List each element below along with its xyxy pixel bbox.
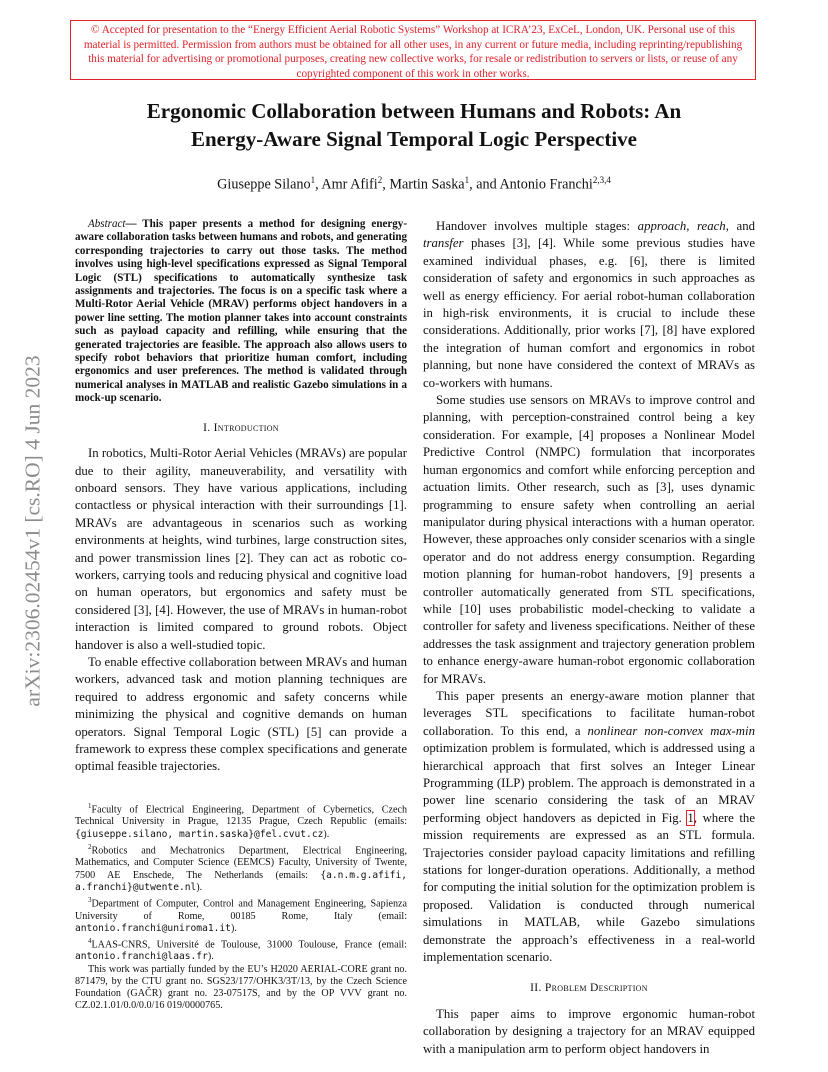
text-run: , where the mission requirements are expressed as an STL formula. Trajectories consider payload capacity limitations and refilling stations for longer-duration operations. Additionally, a method for computing the initial solution for the optimization problem is proposed. Validation is conducted through numerical simulations in MATLAB, while Gazebo simulations demonstrate the approach’s effectiveness in a real-world implementation scenario.	[423, 810, 755, 965]
text-run: This paper presents an energy-aware motion planner that leverages STL specifications to facilitate human-robot collaboration. To this end, a	[423, 688, 755, 738]
email-address: {giuseppe.silano, martin.saska}@fel.cvut.cz	[75, 828, 324, 840]
author-name: Martin Saska	[389, 176, 465, 193]
text-run: Handover involves multiple stages:	[436, 219, 638, 233]
funding-note: This work was partially funded by the EU’s H2020 AERIAL-CORE grant no. 871479, by the CTU grant no. SGS23/177/OHK3/3T/13, by the Czech Science Foundation (GAČR) grant no. 23-07517S, and by the OP VVV grant no. CZ.02.1.01/0.0/0.0/16 019/0000765.	[75, 963, 407, 1012]
footnote-end: ).	[230, 922, 237, 934]
text-run: phases [3], [4]. While some previous studies have examined individual phases, e.g. [6], there is limited consideration of safety and ergonomics in such approaches as well as energy efficiency. For aerial robot-human collaboration in high-risk environments, it is crucial to include these considerations. Additionally, prior works [7], [8] have explored the integration of human comfort and ergonomics in robot planning, but none have considered the context of MRAVs as co-workers with humans.	[423, 236, 755, 390]
body-paragraph-sensors: Some studies use sensors on MRAVs to improve control and planning, with perception-constrained control being a key consideration. For example, [4] proposes a Nonlinear Model Predictive Control (NMPC) formulation that incorporates human ergonomics and comfort while enforcing perception and actuation limits. Other research, such as [3], uses dynamic programming to ensure safety when controlling an aerial manipulator during physical interactions with a human operator. However, these approaches only consider scenarios with a single operator and do not address energy consumption. Regarding motion planning for human-robot handovers, [9] presents a controller automatically generated from STL specifications, while [10] uses probabilistic model-checking to validate a controller for safety and liveness specifications. Neither of these addresses the task assignment and trajectory generation problem to enhance energy-aware human-robot ergonomic collaboration for MRAVs.	[423, 393, 755, 686]
footnote-text: Faculty of Electrical Engineering, Department of Cybernetics, Czech Technical University in Prague, 12135 Prague, Czech Republic (emails:	[75, 804, 407, 828]
footnote-end: ).	[196, 881, 203, 893]
footnote-mark: 1	[88, 801, 92, 810]
paper-title	[80, 97, 748, 153]
left-column	[75, 218, 407, 1013]
author-separator: ,	[315, 176, 322, 193]
affiliation-mark: 2	[377, 175, 383, 185]
body-paragraph-problem: This paper aims to improve ergonomic human-robot collaboration by designing a trajectory for an MRAV equipped with a manipulation arm to perform object handovers in	[423, 1006, 755, 1056]
figure-reference-link[interactable]: 1	[687, 810, 694, 825]
footnote-mark: 3	[88, 895, 92, 904]
footnote-1	[75, 800, 407, 841]
footnotes	[75, 800, 407, 1013]
author-list	[80, 171, 748, 194]
arxiv-sidebar	[22, 296, 44, 766]
footnote-4	[75, 935, 407, 964]
abstract-text: This paper presents a method for designing energy-aware collaboration tasks between humans and robots, and generating corresponding trajectories to carry out those tasks. The method involves using high-level specifications expressed as Signal Temporal Logic (STL) specifications to automatically synthesize task assignments and trajectories. The focus is on a specific task where a Multi-Rotor Aerial Vehicle (MRAV) performs object handovers in a power line setting. The motion planner takes into account constraints such as payload capacity and refilling, while ensuring that the generated trajectories are feasible. The approach also allows users to specify robot behaviors that prioritize human comfort, including ergonomics and user preferences. The method is validated through numerical analyses in MATLAB and realistic Gazebo simulations in a mock-up scenario.	[75, 218, 407, 405]
italic-term: reach	[697, 219, 726, 233]
body-paragraph-handover	[423, 218, 755, 392]
italic-term: approach	[637, 219, 687, 233]
intro-paragraph-1: In robotics, Multi-Rotor Aerial Vehicles (MRAVs) are popular due to their agility, maneuverability, and versatility with onboard sensors. They have various applications, including contactless or physical interaction with their surroundings [1]. MRAVs are advantageous in scenarios such as working environments at heights, wind turbines, large construction sites, and power transmission lines [2]. They can act as robotic co-workers, carrying tools and reducing physical and cognitive load on human operators, but ergonomics and safety must be considered [3], [4]. However, the use of MRAVs in human-robot interaction is limited compared to ground robots. Object handover is also a well-studied topic.	[75, 446, 407, 652]
section-heading-introduction: I. Introduction	[203, 420, 279, 434]
intro-paragraph-2: To enable effective collaboration between MRAVs and human workers, advanced task and motion planning techniques are required to address ergonomic and safety concerns while minimizing the physical and cognitive demands on human operators. Signal Temporal Logic (STL) [5] can provide a framework to express these complex specifications and generate optimal feasible trajectories.	[75, 654, 407, 774]
section-heading-problem-description: II. Problem Description	[530, 981, 648, 995]
footnote-mark: 2	[88, 842, 92, 851]
footnote-text: Robotics and Mechatronics Department, Electrical Engineering, Mathematics, and Computer Science (EEMCS) Faculty, University of Twente, 7500 AE Enschede, The Netherlands (emails:	[75, 845, 407, 881]
italic-term: nonlinear non-convex max-min	[587, 723, 755, 738]
author-name: Amr Afifi	[321, 176, 378, 193]
text-run: , and	[725, 219, 755, 233]
footnote-text: Department of Computer, Control and Management Engineering, Sapienza University of Rome, 00185 Rome, Italy (email:	[75, 898, 407, 922]
abstract-dash: —	[125, 218, 143, 230]
footnote-end: ).	[323, 828, 330, 840]
author-separator: , and	[469, 176, 500, 193]
affiliation-mark: 1	[310, 175, 316, 185]
right-column	[423, 218, 755, 1058]
affiliation-mark: 2,3,4	[592, 175, 611, 185]
title-line-1: Ergonomic Collaboration between Humans and Robots: An	[146, 99, 682, 123]
footnote-text: LAAS-CNRS, Université de Toulouse, 31000 Toulouse, France (email:	[91, 939, 407, 951]
text-run: optimization problem is formulated, which is addressed using a hierarchical approach that first solves an Integer Linear Programming (ILP) problem. The approach is demonstrated in a power line scenario considering the task of an MRAV performing object handovers as depicted in Fig.	[423, 741, 755, 825]
footnote-mark: 4	[88, 936, 92, 945]
copyright-notice: © Accepted for presentation to the “Energy Efficient Aerial Robotic Systems” Workshop at ICRA’23, ExCeL, London, UK. Personal use of this material is permitted. Permission from authors must be obtained for all other uses, in any current or future media, including reprinting/republishing this material for advertising or promotional purposes, creating new collective works, for resale or redistribution to servers or lists, or reuse of any copyrighted component of this work in other works.	[70, 20, 756, 80]
author-name: Giuseppe Silano	[217, 176, 311, 193]
abstract	[75, 218, 407, 406]
body-paragraph-contribution	[423, 688, 755, 967]
footnote-3	[75, 894, 407, 935]
footnote-end: ).	[207, 951, 214, 963]
author-name: Antonio Franchi	[499, 176, 593, 193]
arxiv-identifier: arXiv:2306.02454v1 [cs.RO] 4 Jun 2023	[20, 355, 45, 707]
italic-term: transfer	[423, 236, 464, 251]
title-line-2: Energy-Aware Signal Temporal Logic Perspective	[190, 127, 637, 151]
email-address: {a.n.m.g.afifi, a.franchi}@utwente.nl	[75, 869, 407, 893]
email-address: antonio.franchi@uniroma1.it	[75, 922, 231, 934]
author-separator: ,	[382, 176, 390, 193]
email-address: antonio.franchi@laas.fr	[75, 951, 208, 963]
text-run: ,	[686, 219, 698, 233]
abstract-label: Abstract	[88, 218, 126, 230]
footnote-2	[75, 841, 407, 894]
affiliation-mark: 1	[464, 175, 470, 185]
